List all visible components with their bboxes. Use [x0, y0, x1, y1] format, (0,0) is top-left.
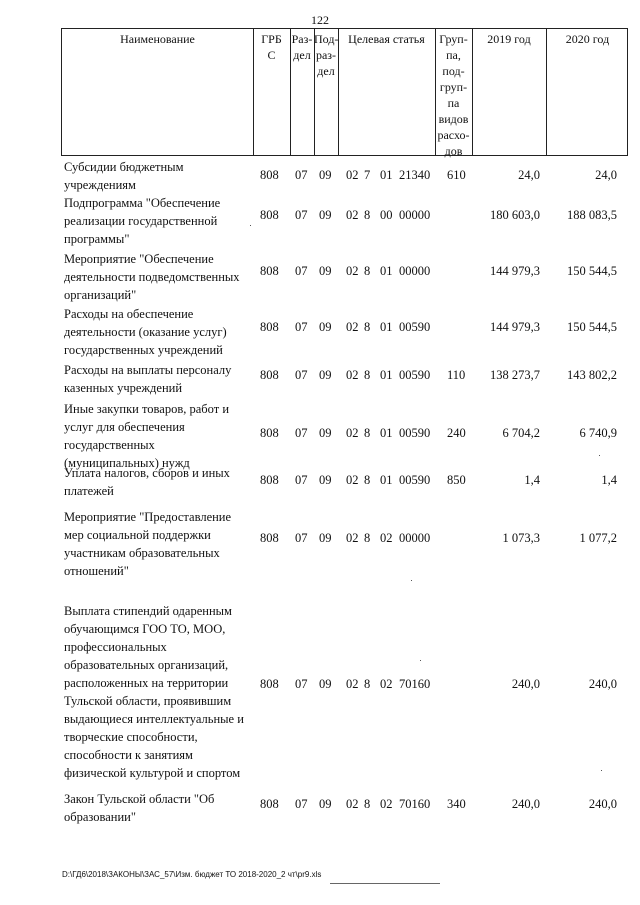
cell-podrazdel: 09 [319, 531, 332, 545]
cell-ts4: 00590 [399, 426, 431, 440]
row-name: Закон Тульской области "Об образовании" [64, 792, 215, 824]
row-name: Расходы на обеспечение деятельности (оказание услуг) государственных учреждений [64, 307, 227, 357]
cell-ts1: 02 [346, 368, 359, 382]
cell-ts4: 70160 [399, 797, 431, 811]
cell-ts2: 8 [364, 320, 371, 334]
cell-y2020: 6 740,9 [579, 426, 617, 440]
cell-podrazdel: 09 [319, 320, 332, 334]
row-name: Мероприятие "Предоставление мер социальной поддержки участникам образовательных отношений" [64, 510, 232, 578]
cell-ts4: 00590 [399, 368, 431, 382]
cell-grbs: 808 [260, 797, 279, 811]
cell-podrazdel: 09 [319, 264, 332, 278]
cell-y2019: 1 073,3 [502, 531, 540, 545]
cell-y2020: 1,4 [601, 473, 617, 487]
row-name: Выплата стипендий одаренным обучающимся ГОО ТО, МОО, профессиональных образовательных организаций, расположенных на территории Тульской области, проявившим выдающиеся интеллектуальные и творческие способности, способности к занятиям физической культурой и спортом [64, 604, 244, 780]
cell-ts2: 8 [364, 677, 371, 691]
cell-podrazdel: 09 [319, 426, 332, 440]
cell-podrazdel: 09 [319, 473, 332, 487]
header-podrazdel: Под- раз- дел [314, 32, 339, 78]
header-target: Целевая статья [348, 32, 425, 46]
cell-vid: 110 [447, 368, 466, 382]
cell-ts2: 8 [364, 264, 371, 278]
cell-razdel: 07 [295, 208, 308, 222]
cell-ts2: 8 [364, 473, 371, 487]
cell-y2020: 143 802,2 [567, 368, 617, 382]
header-2019: 2019 год [487, 32, 531, 46]
cell-razdel: 07 [295, 531, 308, 545]
cell-grbs: 808 [260, 426, 279, 440]
cell-grbs: 808 [260, 208, 279, 222]
table-header [61, 28, 628, 156]
cell-razdel: 07 [295, 168, 308, 182]
cell-ts3: 01 [380, 320, 393, 334]
cell-vid: 610 [447, 168, 466, 182]
cell-ts1: 02 [346, 797, 359, 811]
cell-ts3: 01 [380, 168, 393, 182]
cell-ts2: 8 [364, 208, 371, 222]
cell-y2020: 188 083,5 [567, 208, 617, 222]
cell-razdel: 07 [295, 677, 308, 691]
cell-ts2: 7 [364, 168, 371, 182]
page-number: 122 [311, 13, 329, 27]
cell-grbs: 808 [260, 168, 279, 182]
cell-podrazdel: 09 [319, 208, 332, 222]
file-path-footer: D:\ГД6\2018\ЗАКОНЫ\ЗАС_57\Изм. бюджет ТО 2018-2020_2 чт\pr9.xls [62, 870, 322, 879]
cell-ts4: 00000 [399, 531, 431, 545]
cell-y2019: 144 979,3 [490, 320, 540, 334]
cell-grbs: 808 [260, 320, 279, 334]
cell-grbs: 808 [260, 531, 279, 545]
cell-y2020: 1 077,2 [579, 531, 617, 545]
cell-y2020: 240,0 [588, 797, 617, 811]
cell-y2020: 24,0 [595, 168, 617, 182]
cell-ts3: 00 [380, 208, 393, 222]
cell-razdel: 07 [295, 797, 308, 811]
cell-y2019: 1,4 [524, 473, 540, 487]
cell-ts4: 00000 [399, 264, 431, 278]
cell-ts1: 02 [346, 208, 359, 222]
cell-ts1: 02 [346, 264, 359, 278]
cell-ts3: 02 [380, 677, 393, 691]
cell-ts3: 01 [380, 426, 393, 440]
cell-ts1: 02 [346, 426, 359, 440]
cell-ts1: 02 [346, 531, 359, 545]
cell-y2020: 150 544,5 [567, 264, 617, 278]
cell-ts4: 70160 [399, 677, 431, 691]
header-grbs: ГРБ С [261, 32, 282, 62]
cell-vid: 850 [447, 473, 466, 487]
cell-ts3: 01 [380, 368, 393, 382]
cell-ts4: 00590 [399, 320, 431, 334]
cell-y2020: 150 544,5 [567, 320, 617, 334]
row-name: Мероприятие "Обеспечение деятельности подведомственных организаций" [64, 252, 240, 302]
cell-ts2: 8 [364, 797, 371, 811]
cell-ts1: 02 [346, 677, 359, 691]
cell-vid: 340 [447, 797, 466, 811]
header-vid: Груп- па, под- груп- па видов расхо- дов [437, 32, 470, 158]
cell-y2019: 180 603,0 [490, 208, 540, 222]
cell-ts1: 02 [346, 168, 359, 182]
cell-y2020: 240,0 [588, 677, 617, 691]
cell-podrazdel: 09 [319, 677, 332, 691]
cell-podrazdel: 09 [319, 168, 332, 182]
cell-y2019: 240,0 [511, 677, 540, 691]
cell-y2019: 24,0 [518, 168, 540, 182]
cell-ts3: 02 [380, 531, 393, 545]
row-name: Подпрограмма "Обеспечение реализации государственной программы" [64, 196, 221, 246]
cell-ts3: 02 [380, 797, 393, 811]
cell-ts3: 01 [380, 473, 393, 487]
cell-ts2: 8 [364, 426, 371, 440]
cell-ts2: 8 [364, 531, 371, 545]
cell-y2019: 144 979,3 [490, 264, 540, 278]
cell-grbs: 808 [260, 264, 279, 278]
cell-ts1: 02 [346, 320, 359, 334]
row-name: Иные закупки товаров, работ и услуг для обеспечения государственных (муниципальных) нужд [64, 402, 230, 470]
row-name: Уплата налогов, сборов и иных платежей [64, 466, 230, 498]
cell-vid: 240 [447, 426, 466, 440]
cell-grbs: 808 [260, 677, 279, 691]
cell-razdel: 07 [295, 264, 308, 278]
cell-podrazdel: 09 [319, 797, 332, 811]
cell-ts4: 00590 [399, 473, 431, 487]
row-name: Субсидии бюджетным учреждениям [64, 160, 184, 192]
cell-ts4: 00000 [399, 208, 431, 222]
cell-razdel: 07 [295, 320, 308, 334]
cell-razdel: 07 [295, 368, 308, 382]
cell-podrazdel: 09 [319, 368, 332, 382]
cell-y2019: 138 273,7 [490, 368, 540, 382]
cell-razdel: 07 [295, 473, 308, 487]
cell-y2019: 240,0 [511, 797, 540, 811]
cell-ts2: 8 [364, 368, 371, 382]
header-name: Наименование [120, 32, 195, 46]
cell-ts4: 21340 [399, 168, 431, 182]
cell-razdel: 07 [295, 426, 308, 440]
cell-ts3: 01 [380, 264, 393, 278]
header-razdel: Раз- дел [291, 32, 313, 62]
cell-grbs: 808 [260, 473, 279, 487]
cell-grbs: 808 [260, 368, 279, 382]
cell-y2019: 6 704,2 [502, 426, 540, 440]
row-name: Расходы на выплаты персоналу казенных учреждений [64, 363, 232, 395]
header-2020: 2020 год [565, 32, 610, 46]
cell-ts1: 02 [346, 473, 359, 487]
